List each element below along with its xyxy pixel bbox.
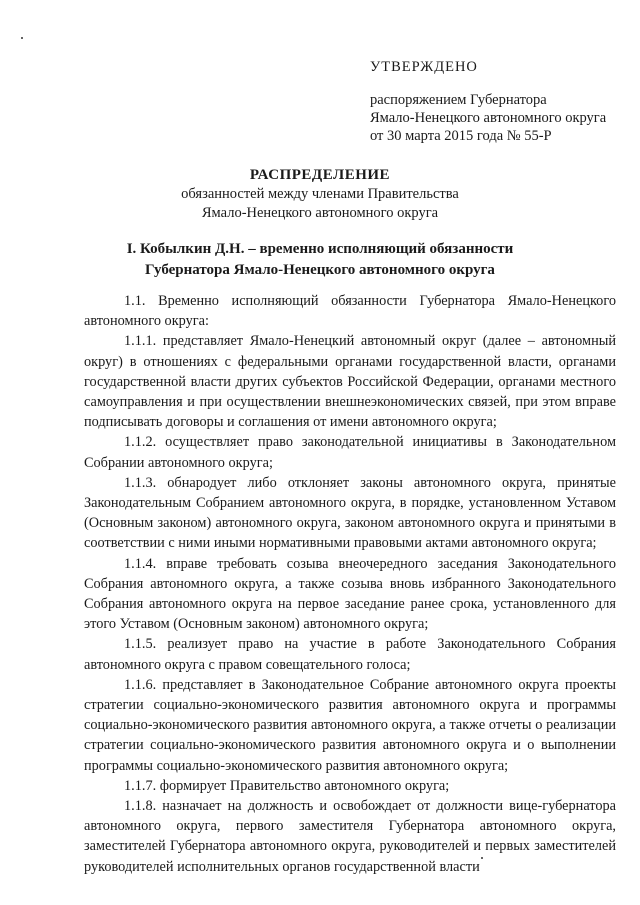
approval-stamp: УТВЕРЖДЕНО: [370, 59, 478, 75]
paragraph-1-1-8: 1.1.8. назначает на должность и освобождает от должности вице-губернатора автономного округа, первого заместителя Губернатора автономного округа, заместителей Губернатора автономного округа, руководителей и первых заместителей руководителей исполнительных органов государственной власти: [84, 798, 616, 875]
approval-line: от 30 марта 2015 года № 55-Р: [370, 128, 552, 144]
paragraph-1-1-6: 1.1.6. представляет в Законодательное Собрание автономного округа проекты стратегии социально-экономического развития автономного округа и программы социально-экономического развития автономного округа, а также отчеты о реализации стратегии социально-экономического развития автономного округа и о выполнении программы социально-экономического развития автономного округа;: [84, 676, 616, 774]
scan-speck: [21, 37, 23, 39]
paragraph-1-1-1: 1.1.1. представляет Ямало-Ненецкий автономный округ (далее – автономный округ) в отношениях с федеральными органами государственной власти, органами государственной власти других субъектов Российской Федерации, органами местного самоуправления и при осуществлении внешнеэкономических связей, при этом вправе подписывать договоры и соглашения от имени автономного округа;: [84, 333, 616, 431]
section-heading: [40, 239, 600, 281]
subtitle-line: обязанностей между членами Правительства: [181, 186, 459, 202]
approval-line: распоряжением Губернатора: [370, 92, 547, 108]
subtitle-line: Ямало-Ненецкого автономного округа: [201, 205, 439, 221]
paragraph-1-1-4: 1.1.4. вправе требовать созыва внеочередного заседания Законодательного Собрания автономного округа, а также созыва вновь избранного Законодательного Собрания автономного округа на первое заседание ранее срока, установленного для этого Уставом (Основным законом) автономного округа;: [84, 555, 616, 633]
section-heading-line: Губернатора Ямало-Ненецкого автономного округа: [145, 262, 495, 278]
paragraph-1-1-7: 1.1.7. формирует Правительство автономного округа;: [124, 777, 450, 794]
section-heading-line: I. Кобылкин Д.Н. – временно исполняющий обязанности: [126, 241, 514, 257]
approval-line: Ямало-Ненецкого автономного округа: [370, 110, 607, 126]
document-title: РАСПРЕДЕЛЕНИЕ: [249, 167, 391, 183]
approval-block: [370, 58, 630, 145]
paragraph-1-1-3: 1.1.3. обнародует либо отклоняет законы автономного округа, принятые Законодательным Собранием автономного округа, в порядке, установленном Уставом (Основным законом) автономного округа, законом автономного округа и принятыми в соответствии с ними иными нормативными правовыми актами автономного округа;: [84, 474, 616, 552]
document-subtitle: [0, 185, 640, 223]
paragraph-1-1-5: 1.1.5. реализует право на участие в работе Законодательного Собрания автономного округа с правом совещательного голоса;: [84, 636, 616, 673]
paragraph-1-1: 1.1. Временно исполняющий обязанности Губернатора Ямало-Ненецкого автономного округа:: [84, 293, 616, 330]
paragraph-1-1-2: 1.1.2. осуществляет право законодательной инициативы в Законодательном Собрании автономного округа;: [84, 434, 616, 471]
document-body: [84, 291, 616, 877]
